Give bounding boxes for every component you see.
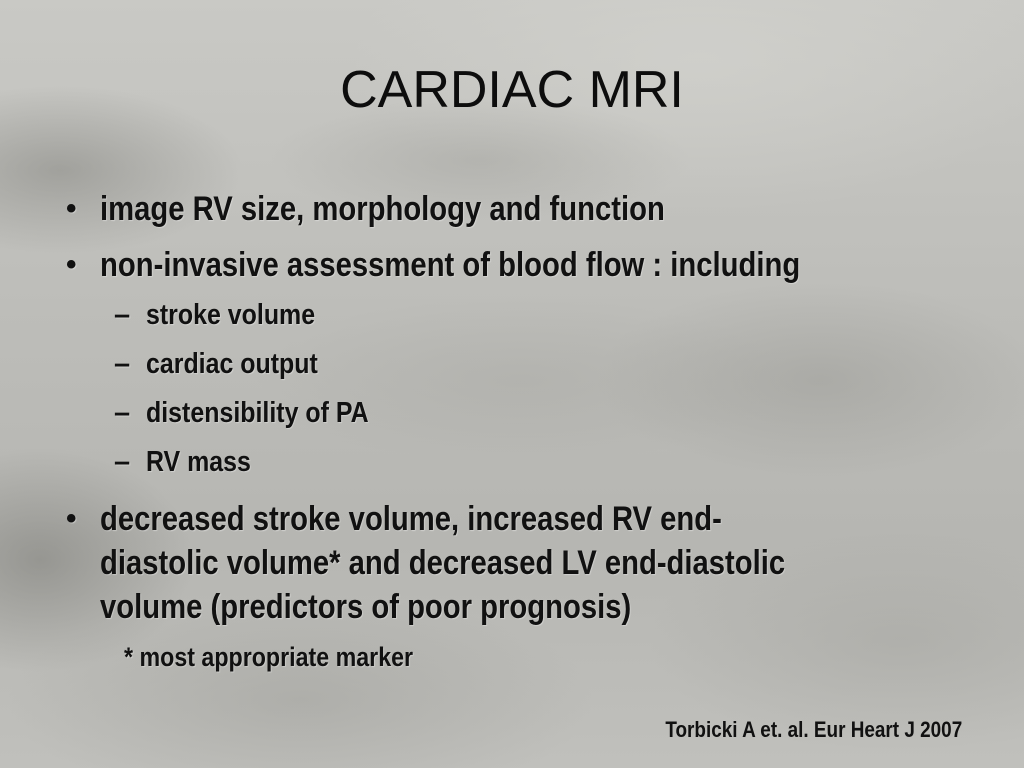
bullet-marker: •	[66, 192, 77, 225]
sub-bullet-marker: –	[114, 446, 131, 478]
sub-bullet-marker: –	[114, 348, 131, 380]
bullet-marker: •	[66, 248, 77, 281]
bullet-item-prognosis-line1: decreased stroke volume, increased RV end-	[100, 500, 722, 538]
sub-item-rv-mass: RV mass	[146, 446, 251, 478]
footnote-marker-note: * most appropriate marker	[124, 642, 414, 672]
sub-item-cardiac-output: cardiac output	[146, 348, 318, 380]
bullet-marker: •	[66, 502, 77, 535]
bullet-item-blood-flow: non-invasive assessment of blood flow : including	[100, 246, 801, 284]
bullet-item-prognosis-line2: diastolic volume* and decreased LV end-diastolic	[100, 544, 786, 582]
slide-title: CARDIAC MRI	[340, 61, 684, 119]
citation: Torbicki A et. al. Eur Heart J 2007	[665, 717, 962, 742]
bullet-item-prognosis-line3: volume (predictors of poor prognosis)	[100, 588, 632, 626]
sub-bullet-marker: –	[114, 397, 131, 429]
sub-item-distensibility: distensibility of PA	[146, 397, 369, 429]
sub-item-stroke-volume: stroke volume	[146, 299, 316, 331]
sub-bullet-marker: –	[114, 299, 131, 331]
bullet-item-rv-imaging: image RV size, morphology and function	[100, 190, 665, 228]
